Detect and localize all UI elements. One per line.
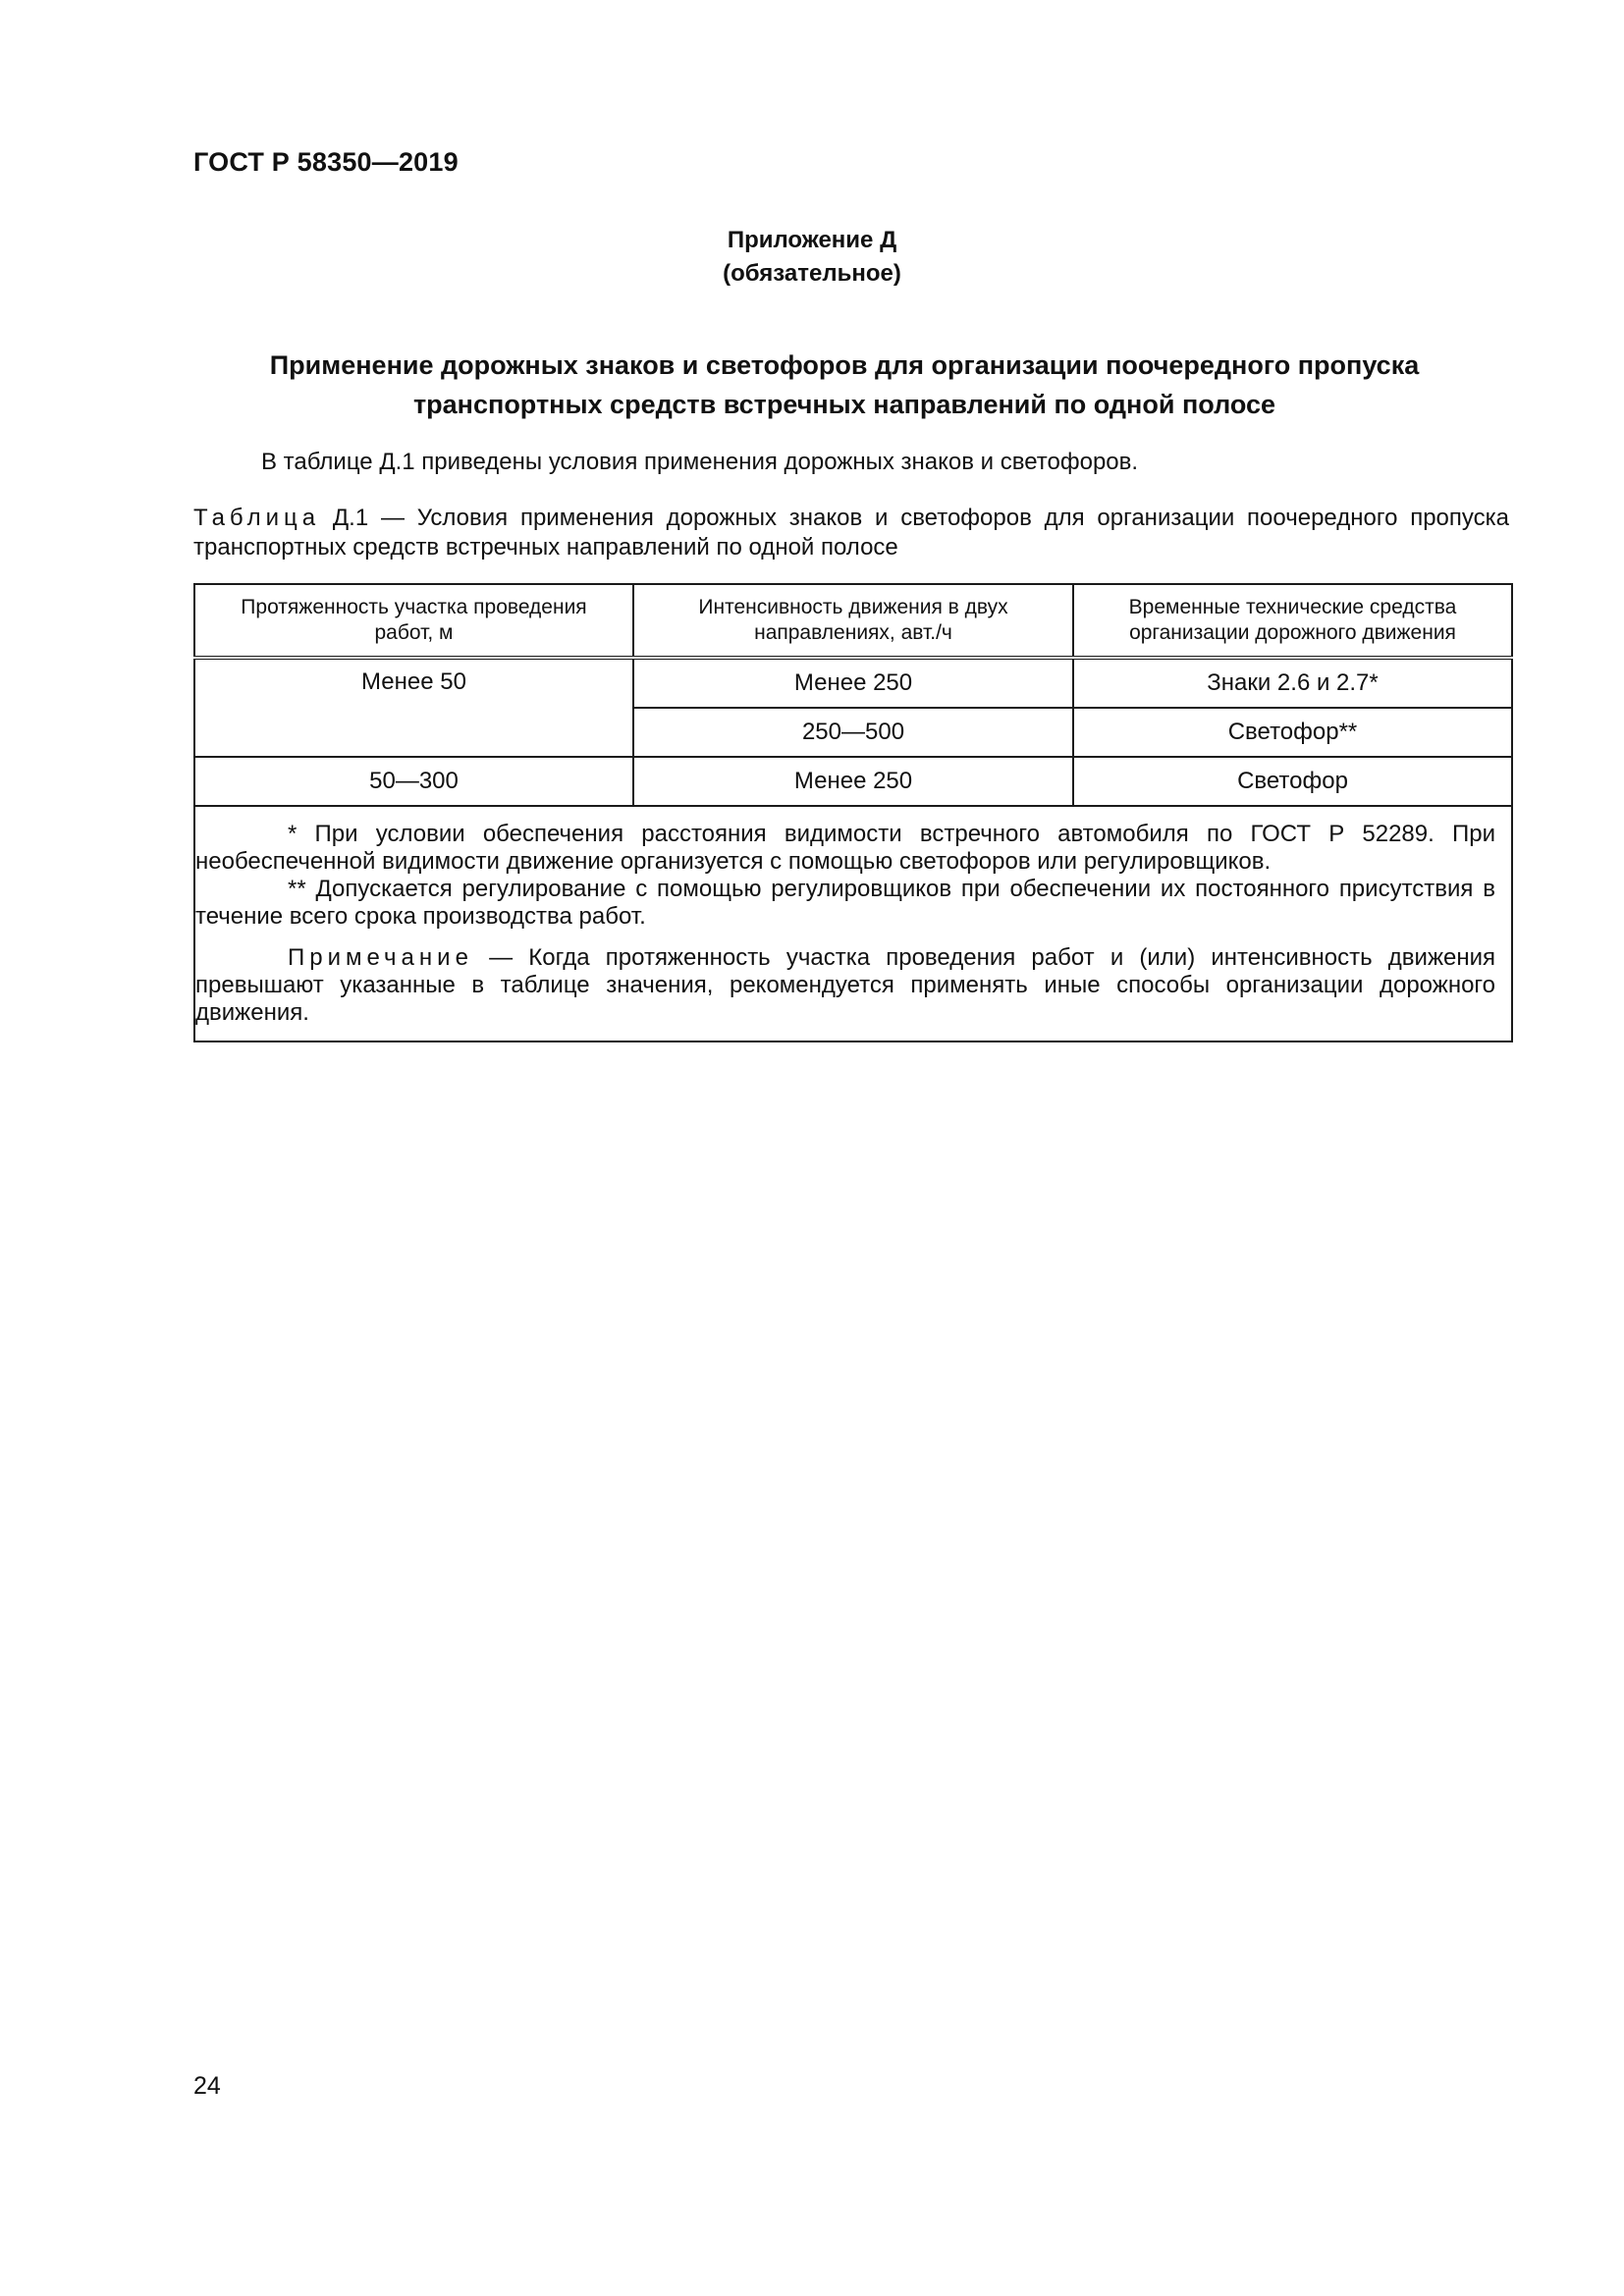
note-label: Примечание xyxy=(288,944,473,971)
table-row xyxy=(194,658,1512,708)
header-means: Временные технические средства организации дорожного движения xyxy=(1073,584,1512,658)
table-caption-line1 xyxy=(193,504,1509,533)
header-length: Протяженность участка проведения работ, м xyxy=(194,584,633,658)
cell-length: Менее 50 xyxy=(194,658,633,757)
table-notes-row xyxy=(194,806,1512,1041)
document-code: ГОСТ Р 58350—2019 xyxy=(193,147,459,177)
table-caption-line2: транспортных средств встречных направлений по одной полосе xyxy=(193,534,898,561)
cell-means: Знаки 2.6 и 2.7* xyxy=(1073,658,1512,708)
table-caption xyxy=(193,504,1509,562)
table-note xyxy=(195,944,1495,1027)
cell-intensity: Менее 250 xyxy=(633,658,1073,708)
appendix-status: (обязательное) xyxy=(723,260,901,287)
section-title xyxy=(157,346,1532,424)
appendix-title: Приложение Д xyxy=(727,227,897,253)
conditions-table xyxy=(193,583,1513,1042)
footnote-2: ** Допускается регулирование с помощью регулировщиков при обеспечении их постоянного присутствия в течение всего срока производства работ. xyxy=(195,876,1495,930)
section-title-line1: Применение дорожных знаков и светофоров для организации поочередного пропуска xyxy=(269,350,1420,380)
table-header-row xyxy=(194,584,1512,658)
note-text: — Когда протяженность участка проведения работ и (или) интенсивность движения превышают указанные в таблице значения, рекомендуется применять иные способы организации дорожного движения. xyxy=(195,944,1495,1026)
header-intensity: Интенсивность движения в двух направлениях, авт./ч xyxy=(633,584,1073,658)
cell-means: Светофор** xyxy=(1073,708,1512,757)
cell-means: Светофор xyxy=(1073,757,1512,806)
cell-length: 50—300 xyxy=(194,757,633,806)
table-notes xyxy=(194,806,1512,1041)
cell-intensity: 250—500 xyxy=(633,708,1073,757)
page-number: 24 xyxy=(193,2072,221,2100)
section-title-line2: транспортных средств встречных направлений по одной полосе xyxy=(412,390,1276,419)
table-row xyxy=(194,757,1512,806)
table-caption-label: Таблица xyxy=(193,505,321,531)
table-caption-text: Д.1 — Условия применения дорожных знаков и светофоров для организации поочередного пропуска xyxy=(332,505,1509,531)
intro-paragraph: В таблице Д.1 приведены условия применения дорожных знаков и светофоров. xyxy=(261,449,1139,475)
footnote-1: * При условии обеспечения расстояния видимости встречного автомобиля по ГОСТ Р 52289. При необеспеченной видимости движение организуется с помощью светофоров или регулировщиков. xyxy=(195,821,1495,875)
cell-intensity: Менее 250 xyxy=(633,757,1073,806)
